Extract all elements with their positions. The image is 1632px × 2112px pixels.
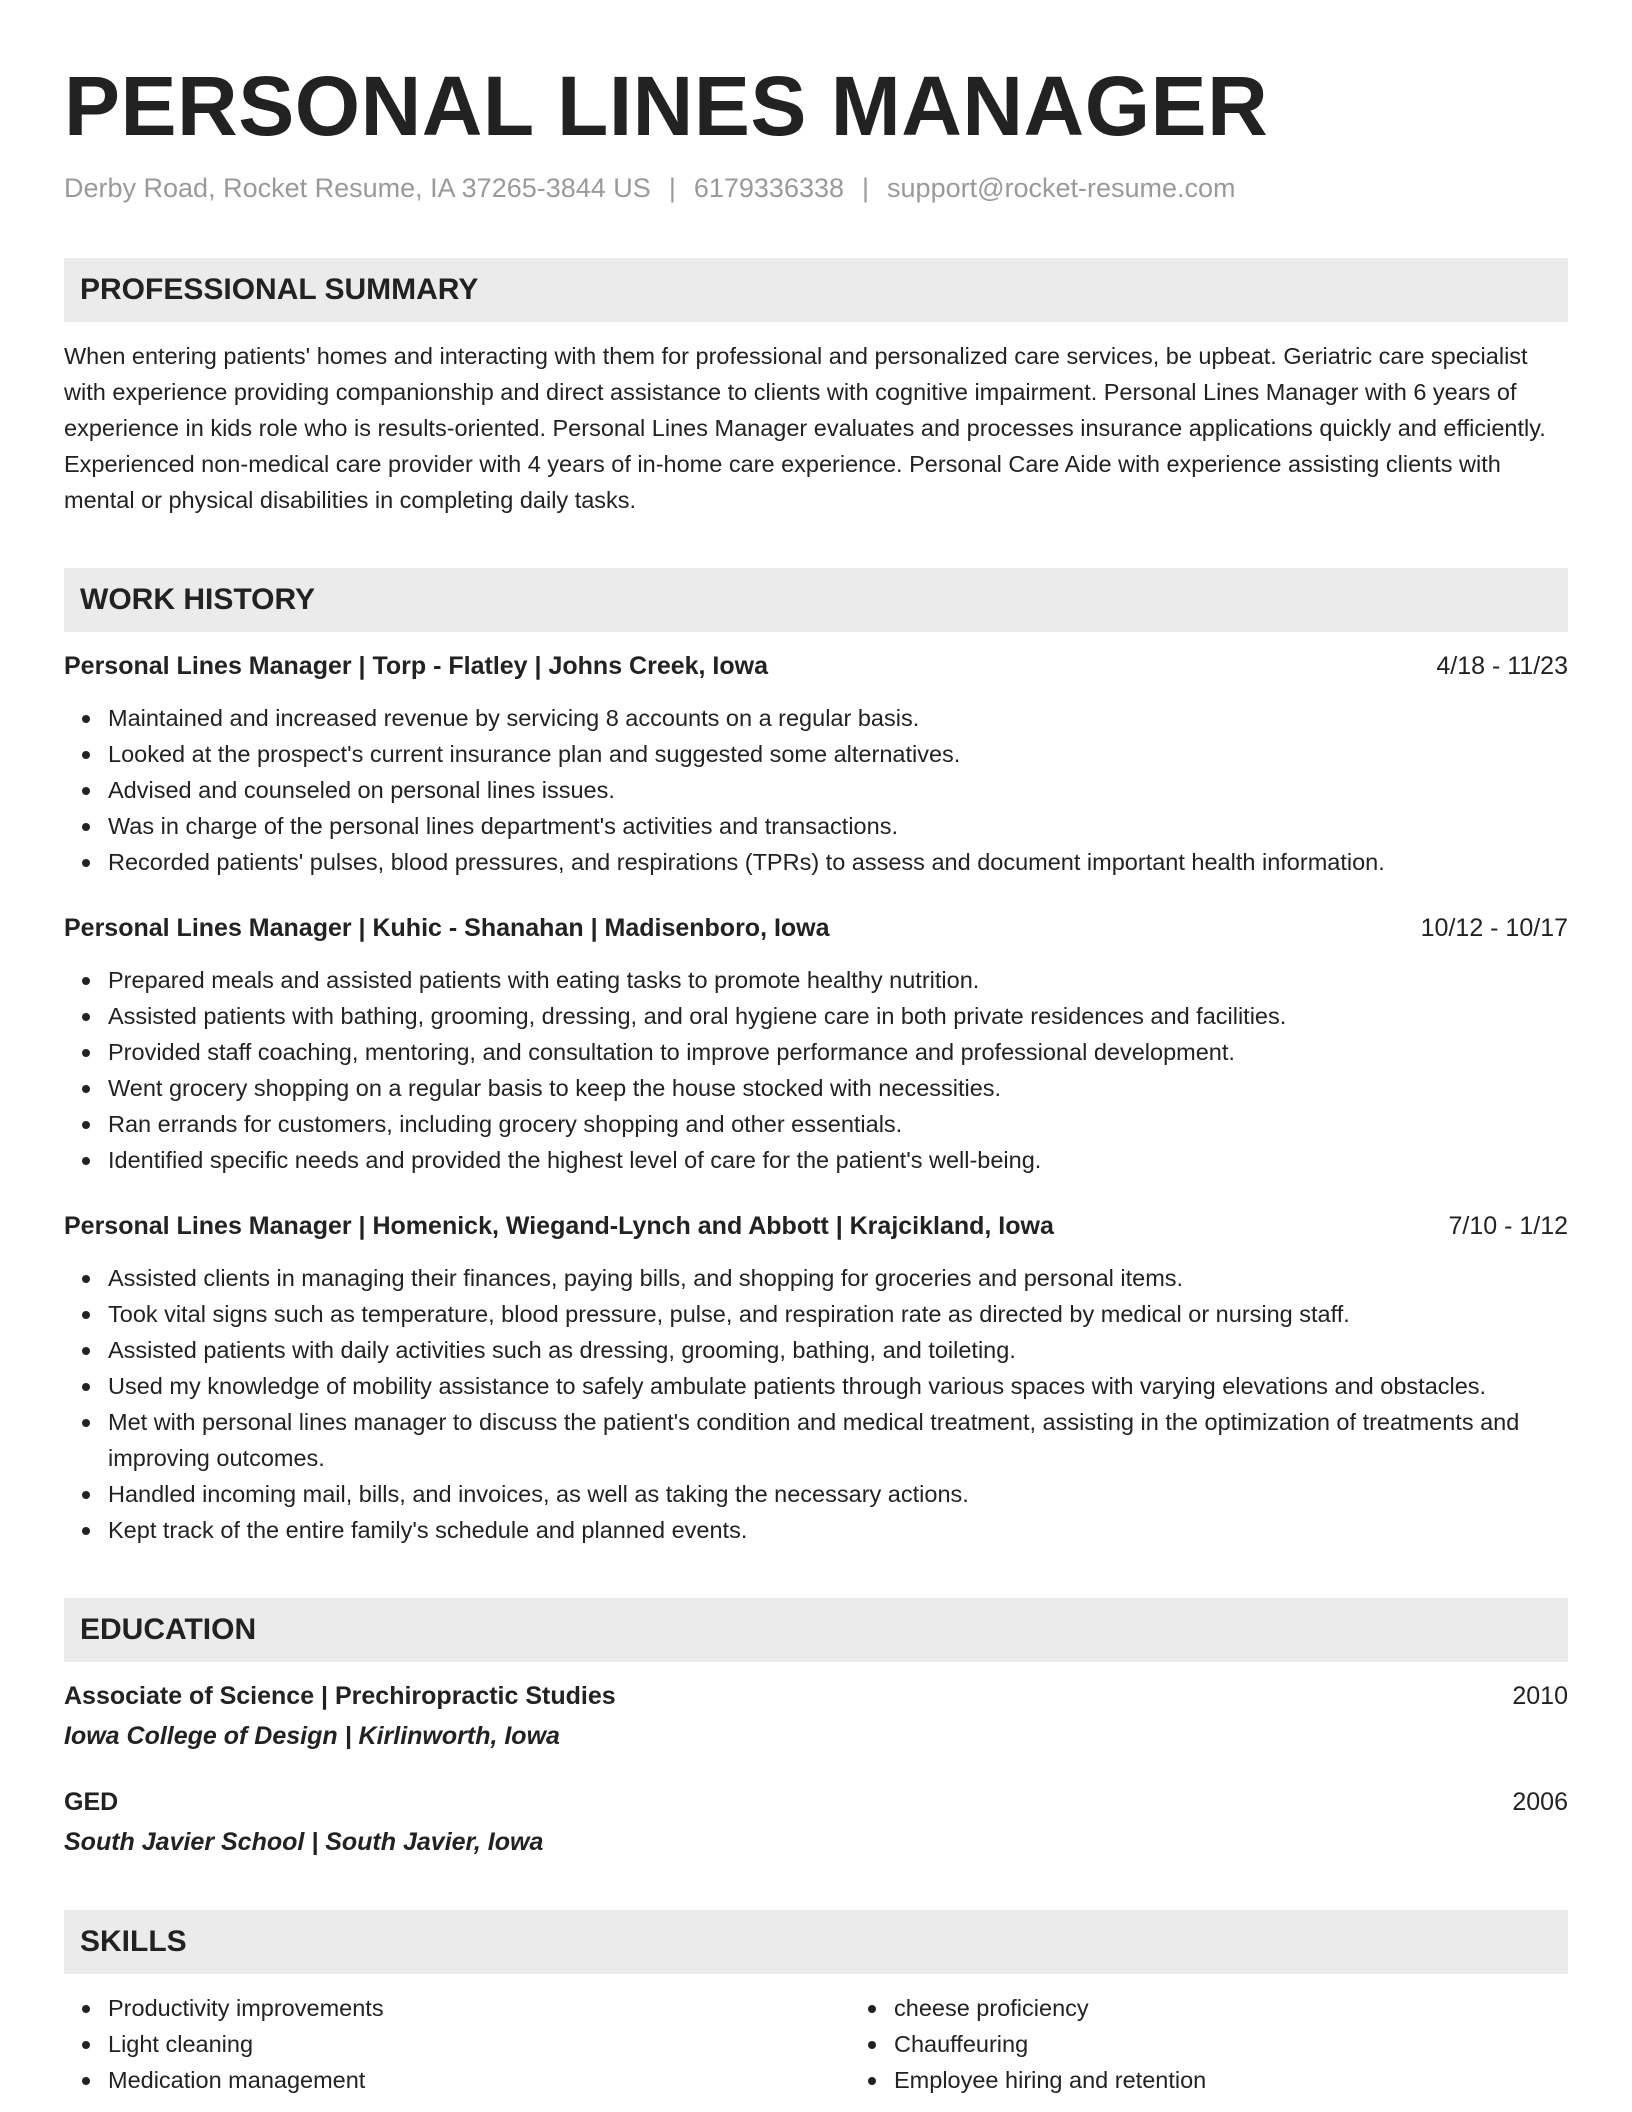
contact-phone: 6179336338: [693, 173, 845, 203]
section-header-education: EDUCATION: [64, 1598, 1568, 1662]
education-header: [64, 1784, 1568, 1820]
job-bullet: Was in charge of the personal lines department's activities and transactions.: [108, 808, 1568, 844]
skill-item: Employee hiring and retention: [894, 2062, 1632, 2098]
job-bullet: Looked at the prospect's current insurance plan and suggested some alternatives.: [108, 736, 1568, 772]
skills-column-right: [850, 1990, 1632, 2098]
job-entry: [64, 1208, 1568, 1548]
section-header-summary: PROFESSIONAL SUMMARY: [64, 258, 1568, 322]
skills-column-left: [64, 1990, 850, 2098]
job-dates: 10/12 - 10/17: [1420, 914, 1568, 942]
contact-separator: |: [668, 173, 676, 203]
education-header: [64, 1678, 1568, 1714]
job-bullet: Provided staff coaching, mentoring, and consultation to improve performance and professional development.: [108, 1034, 1568, 1070]
section-header-skills: SKILLS: [64, 1910, 1568, 1974]
job-bullet: Assisted clients in managing their finances, paying bills, and shopping for groceries and personal items.: [108, 1260, 1568, 1296]
skill-item: Chauffeuring: [894, 2026, 1632, 2062]
education-degree: Associate of Science | Prechiropractic Studies: [64, 1682, 616, 1710]
skill-item: cheese proficiency: [894, 1990, 1632, 2026]
contact-email: support@rocket-resume.com: [887, 173, 1236, 203]
job-bullet: Assisted patients with bathing, grooming, dressing, and oral hygiene care in both private residences and facilities.: [108, 998, 1568, 1034]
job-title: Personal Lines Manager | Homenick, Wiegand-Lynch and Abbott | Krajcikland, Iowa: [64, 1212, 1054, 1240]
job-bullet: Assisted patients with daily activities such as dressing, grooming, bathing, and toileting.: [108, 1332, 1568, 1368]
education-entry: [64, 1784, 1568, 1860]
job-entry: [64, 910, 1568, 1178]
education-degree: GED: [64, 1788, 119, 1816]
job-bullet: Ran errands for customers, including grocery shopping and other essentials.: [108, 1106, 1568, 1142]
contact-line: [64, 170, 1568, 206]
job-bullet: Maintained and increased revenue by servicing 8 accounts on a regular basis.: [108, 700, 1568, 736]
contact-separator: |: [862, 173, 870, 203]
education-entry: [64, 1678, 1568, 1754]
job-bullets: [64, 962, 1568, 1178]
education-year: 2010: [1512, 1682, 1568, 1710]
job-bullet: Took vital signs such as temperature, blood pressure, pulse, and respiration rate as directed by medical or nursing staff.: [108, 1296, 1568, 1332]
job-dates: 7/10 - 1/12: [1448, 1212, 1568, 1240]
skill-item: Light cleaning: [108, 2026, 850, 2062]
job-bullet: Prepared meals and assisted patients with eating tasks to promote healthy nutrition.: [108, 962, 1568, 998]
education-year: 2006: [1512, 1788, 1568, 1816]
job-header: [64, 648, 1568, 684]
resume-page: [64, 0, 1568, 2098]
education-school: Iowa College of Design | Kirlinworth, Iowa: [64, 1722, 560, 1750]
job-bullet: Recorded patients' pulses, blood pressures, and respirations (TPRs) to assess and document important health information.: [108, 844, 1568, 880]
job-header: [64, 1208, 1568, 1244]
contact-address: Derby Road, Rocket Resume, IA 37265-3844 US: [64, 173, 651, 203]
job-bullet: Used my knowledge of mobility assistance to safely ambulate patients through various spaces with varying elevations and obstacles.: [108, 1368, 1568, 1404]
skill-item: Productivity improvements: [108, 1990, 850, 2026]
skill-item: Medication management: [108, 2062, 850, 2098]
skills-list: [64, 1990, 1568, 2098]
education-school: South Javier School | South Javier, Iowa: [64, 1828, 544, 1856]
job-bullet: Handled incoming mail, bills, and invoices, as well as taking the necessary actions.: [108, 1476, 1568, 1512]
summary-text: When entering patients' homes and interacting with them for professional and personalized care services, be upbeat. Geriatric care specialist with experience providing companionship and direct assistance to clients with cognitive impairment. Personal Lines Manager with 6 years of experience in kids role who is results-oriented. Personal Lines Manager evaluates and processes insurance applications quickly and efficiently. Experienced non-medical care provider with 4 years of in-home care experience. Personal Care Aide with experience assisting clients with mental or physical disabilities in completing daily tasks.: [64, 343, 1546, 513]
job-bullet: Advised and counseled on personal lines issues.: [108, 772, 1568, 808]
job-entry: [64, 648, 1568, 880]
job-bullet: Met with personal lines manager to discuss the patient's condition and medical treatment, assisting in the optimization of treatments and improving outcomes.: [108, 1404, 1568, 1476]
job-bullets: [64, 700, 1568, 880]
job-title: Personal Lines Manager | Kuhic - Shanahan | Madisenboro, Iowa: [64, 914, 830, 942]
section-header-work-history: WORK HISTORY: [64, 568, 1568, 632]
resume-name: PERSONAL LINES MANAGER: [64, 59, 1269, 153]
job-bullet: Went grocery shopping on a regular basis to keep the house stocked with necessities.: [108, 1070, 1568, 1106]
job-bullets: [64, 1260, 1568, 1548]
job-title: Personal Lines Manager | Torp - Flatley | Johns Creek, Iowa: [64, 652, 768, 680]
job-bullet: Kept track of the entire family's schedule and planned events.: [108, 1512, 1568, 1548]
job-header: [64, 910, 1568, 946]
job-dates: 4/18 - 11/23: [1436, 652, 1568, 680]
job-bullet: Identified specific needs and provided the highest level of care for the patient's well-being.: [108, 1142, 1568, 1178]
